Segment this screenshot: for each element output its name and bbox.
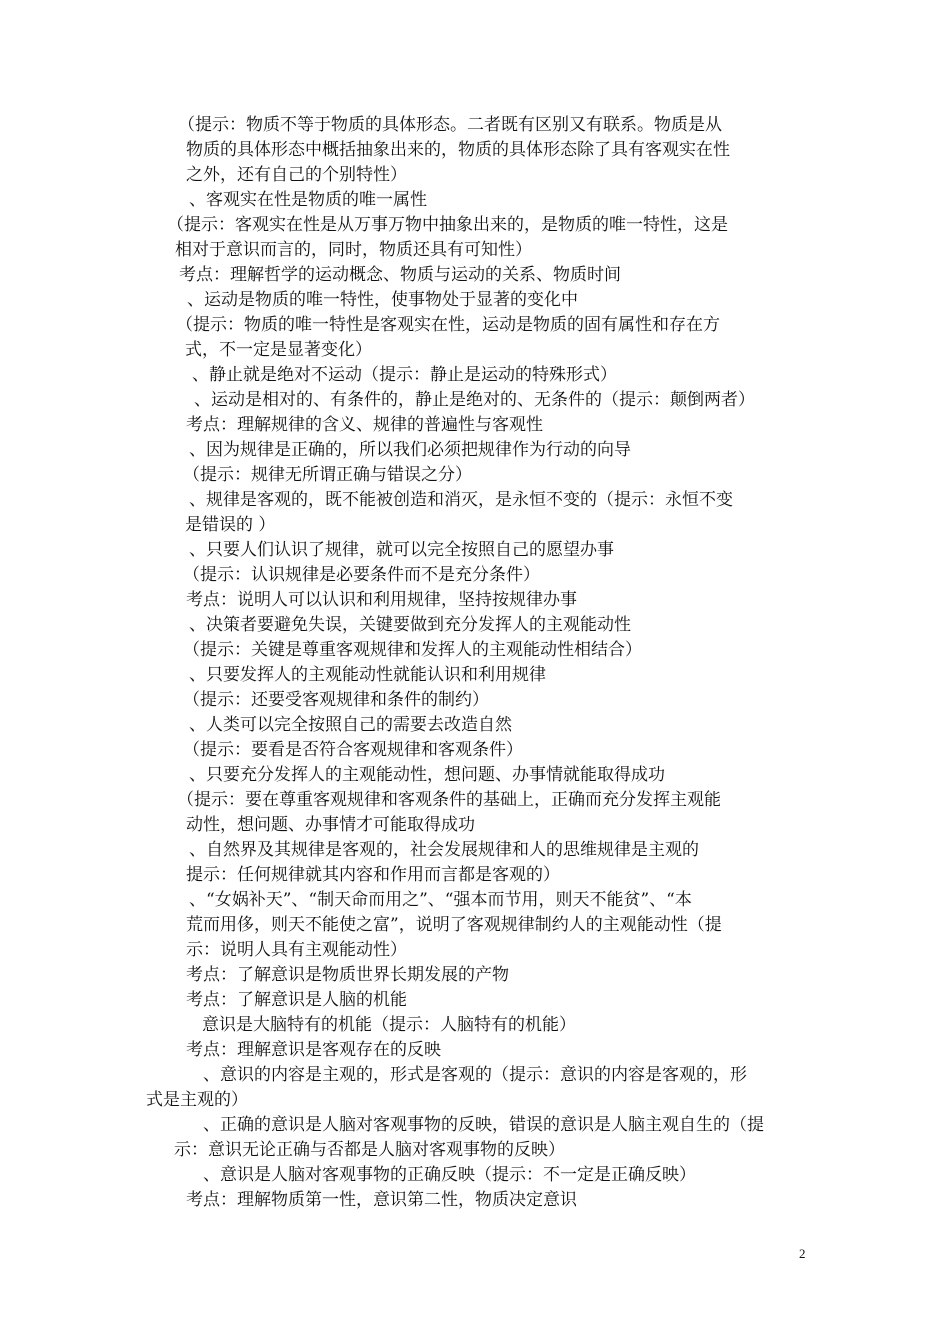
section-heading: 考点：理解意识是客观存在的反映 (186, 1040, 441, 1060)
section-heading: 考点：理解规律的含义、规律的普遍性与客观性 (186, 415, 543, 435)
text-line: 提示：任何规律就其内容和作用而言都是客观的） (186, 865, 560, 885)
text-line: 、意识的内容是主观的，形式是客观的（提示：意识的内容是客观的，形 (203, 1065, 747, 1085)
section-heading: 考点：理解物质第一性，意识第二性，物质决定意识 (186, 1190, 577, 1210)
text-line: （提示：要看是否符合客观规律和客观条件） (183, 740, 523, 760)
text-line: 式是主观的） (146, 1090, 248, 1110)
text-line: 、运动是物质的唯一特性，使事物处于显著的变化中 (187, 290, 578, 310)
text-line: （提示：规律无所谓正确与错误之分） (183, 465, 472, 485)
text-line: 荒而用侈，则天不能使之富”，说明了客观规律制约人的主观能动性（提 (186, 915, 722, 935)
text-line: （提示：还要受客观规律和条件的制约） (183, 690, 489, 710)
text-line: 、意识是人脑对客观事物的正确反映（提示：不一定是正确反映） (203, 1165, 696, 1185)
section-heading: 考点：理解哲学的运动概念、物质与运动的关系、物质时间 (179, 265, 621, 285)
text-line: 、只要充分发挥人的主观能动性，想问题、办事情就能取得成功 (189, 765, 665, 785)
text-line: 、决策者要避免失误，关键要做到充分发挥人的主观能动性 (189, 615, 631, 635)
text-line: 、“女娲补天”、“制天命而用之”、“强本而节用，则天不能贫”、“本 (189, 890, 692, 910)
text-line: 之外，还有自己的个别特性） (186, 165, 407, 185)
text-line: 、客观实在性是物质的唯一属性 (189, 190, 427, 210)
text-line: 、正确的意识是人脑对客观事物的反映，错误的意识是人脑主观自生的（提 (203, 1115, 764, 1135)
section-heading: 考点：说明人可以认识和利用规律，坚持按规律办事 (186, 590, 577, 610)
text-line: 、自然界及其规律是客观的，社会发展规律和人的思维规律是主观的 (189, 840, 699, 860)
text-line: 相对于意识而言的，同时，物质还具有可知性） (175, 240, 532, 260)
text-line: （提示：客观实在性是从万事万物中抽象出来的，是物质的唯一特性，这是 (167, 215, 728, 235)
text-line: 、运动是相对的、有条件的，静止是绝对的、无条件的（提示：颠倒两者） (194, 390, 755, 410)
text-line: 、只要发挥人的主观能动性就能认识和利用规律 (189, 665, 546, 685)
text-line: 意识是大脑特有的机能（提示：人脑特有的机能） (202, 1015, 576, 1035)
text-line: 式，不一定是显著变化） (185, 340, 372, 360)
text-line: 示：说明人具有主观能动性） (186, 940, 407, 960)
text-line: （提示：关键是尊重客观规律和发挥人的主观能动性相结合） (183, 640, 642, 660)
text-line: （提示：物质不等于物质的具体形态。二者既有区别又有联系。物质是从 (178, 115, 722, 135)
text-line: 、只要人们认识了规律，就可以完全按照自己的愿望办事 (189, 540, 614, 560)
text-line: 、人类可以完全按照自己的需要去改造自然 (189, 715, 512, 735)
text-line: （提示：要在尊重客观规律和客观条件的基础上，正确而充分发挥主观能 (177, 790, 721, 810)
text-line: 、静止就是绝对不运动（提示：静止是运动的特殊形式） (192, 365, 617, 385)
section-heading: 考点：了解意识是物质世界长期发展的产物 (186, 965, 509, 985)
text-line: 动性，想问题、办事情才可能取得成功 (186, 815, 475, 835)
section-heading: 考点：了解意识是人脑的机能 (186, 990, 407, 1010)
text-line: （提示：物质的唯一特性是客观实在性，运动是物质的固有属性和存在方 (176, 315, 720, 335)
text-line: 物质的具体形态中概括抽象出来的，物质的具体形态除了具有客观实在性 (186, 140, 730, 160)
page-number: 2 (799, 1246, 806, 1261)
text-line: 示：意识无论正确与否都是人脑对客观事物的反映） (174, 1140, 565, 1160)
text-line: 、规律是客观的，既不能被创造和消灭，是永恒不变的（提示：永恒不变 (189, 490, 733, 510)
text-line: 是错误的 ） (185, 515, 276, 535)
text-line: （提示：认识规律是必要条件而不是充分条件） (183, 565, 540, 585)
text-line: 、因为规律是正确的，所以我们必须把规律作为行动的向导 (189, 440, 631, 460)
